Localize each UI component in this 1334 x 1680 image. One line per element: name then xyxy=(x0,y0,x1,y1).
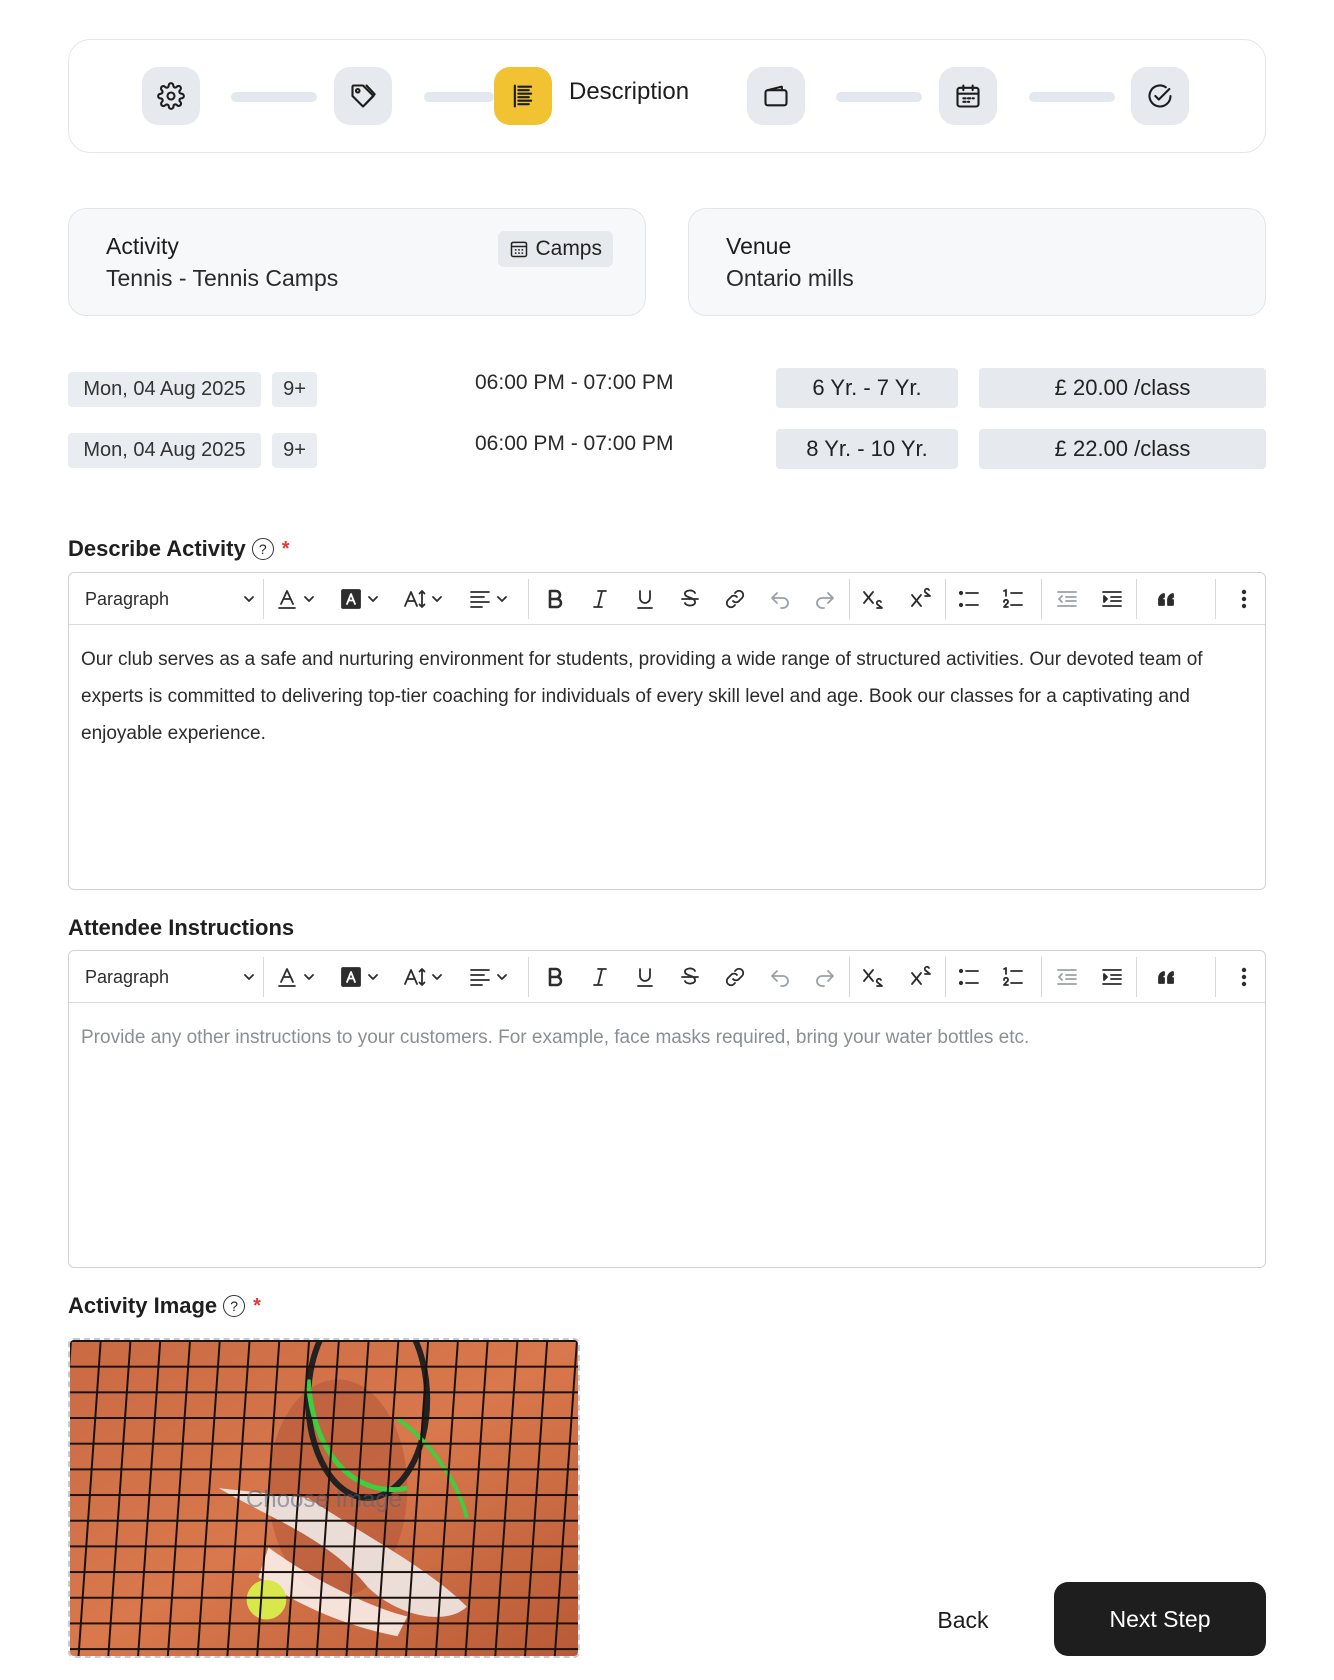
attendee-instructions-title: Attendee Instructions xyxy=(68,915,295,940)
undo-icon xyxy=(768,965,792,989)
undo-icon xyxy=(768,587,792,611)
attendee-instructions-editor xyxy=(68,950,1266,1268)
underline-icon xyxy=(633,587,657,611)
venue-label: Venue xyxy=(726,233,792,259)
background-color-button[interactable] xyxy=(339,583,379,615)
description-icon xyxy=(509,82,537,110)
link-button[interactable] xyxy=(723,961,747,993)
describe-activity-text[interactable]: Our club serves as a safe and nurturing environment for students, providing a wide range of structured activities. Our devoted team of experts is committed to delivering top-tier coaching for individuals of every skill level and age. Book our classes for a captivating and enjoyable experience. xyxy=(81,649,1203,744)
bold-icon xyxy=(543,965,567,989)
choose-image-label[interactable]: Choose Image xyxy=(245,1486,403,1513)
paragraph-format-label: Paragraph xyxy=(85,966,170,987)
italic-button[interactable] xyxy=(588,583,612,615)
describe-activity-editor xyxy=(68,572,1266,890)
more-vertical-icon xyxy=(1232,965,1256,989)
redo-icon xyxy=(813,965,837,989)
outdent-button[interactable] xyxy=(1055,583,1079,615)
active-step-label: Description xyxy=(569,78,690,105)
chevron-down-icon xyxy=(303,593,315,605)
quote-icon xyxy=(1155,965,1179,989)
outdent-icon xyxy=(1055,965,1079,989)
chevron-down-icon xyxy=(303,971,315,983)
chevron-down-icon xyxy=(243,593,255,605)
font-size-button[interactable] xyxy=(403,583,443,615)
superscript-button[interactable] xyxy=(909,961,933,993)
session-age: 6 Yr. - 7 Yr. xyxy=(776,368,958,408)
chevron-down-icon xyxy=(367,593,379,605)
required-marker: * xyxy=(253,1294,261,1317)
align-left-icon xyxy=(468,587,492,611)
check-circle-icon xyxy=(1146,82,1174,110)
session-count: 9+ xyxy=(272,372,317,407)
subscript-button[interactable] xyxy=(861,583,885,615)
back-button[interactable]: Back xyxy=(920,1600,1006,1640)
step-connector xyxy=(231,92,317,102)
link-button[interactable] xyxy=(723,583,747,615)
underline-icon xyxy=(633,965,657,989)
subscript-button[interactable] xyxy=(861,961,885,993)
redo-button[interactable] xyxy=(813,583,837,615)
font-color-button[interactable] xyxy=(275,961,315,993)
activity-label: Activity xyxy=(106,233,179,259)
font-color-icon xyxy=(275,965,299,989)
tag-icon xyxy=(349,82,377,110)
gear-icon xyxy=(157,82,185,110)
session-price: £ 22.00 /class xyxy=(979,429,1266,469)
venue-card xyxy=(688,208,1266,316)
activity-card xyxy=(68,208,646,316)
indent-button[interactable] xyxy=(1100,583,1124,615)
strikethrough-button[interactable] xyxy=(678,583,702,615)
numbered-list-icon xyxy=(1001,587,1025,611)
quote-icon xyxy=(1155,587,1179,611)
session-age: 8 Yr. - 10 Yr. xyxy=(776,429,958,469)
calendar-icon xyxy=(954,82,982,110)
step-payment[interactable] xyxy=(747,67,805,125)
chevron-down-icon xyxy=(367,971,379,983)
numbered-list-icon xyxy=(1001,965,1025,989)
editor-toolbar xyxy=(69,573,1265,625)
font-color-icon xyxy=(275,587,299,611)
redo-icon xyxy=(813,587,837,611)
next-step-button[interactable]: Next Step xyxy=(1054,1582,1266,1656)
step-description[interactable] xyxy=(494,67,552,125)
chevron-down-icon xyxy=(496,593,508,605)
bold-icon xyxy=(543,587,567,611)
align-left-icon xyxy=(468,965,492,989)
bullet-list-button[interactable] xyxy=(957,961,981,993)
paragraph-format-select[interactable] xyxy=(85,961,255,993)
attendee-instructions-placeholder[interactable]: Provide any other instructions to your customers. For example, face masks required, bring your water bottles etc. xyxy=(81,1027,1030,1048)
highlight-color-icon xyxy=(339,587,363,611)
chevron-down-icon xyxy=(496,971,508,983)
session-time: 06:00 PM - 07:00 PM xyxy=(475,371,674,394)
background-color-button[interactable] xyxy=(339,961,379,993)
numbered-list-button[interactable] xyxy=(1001,583,1025,615)
font-size-button[interactable] xyxy=(403,961,443,993)
more-options-button[interactable] xyxy=(1232,583,1256,615)
bold-button[interactable] xyxy=(543,583,567,615)
font-size-icon xyxy=(403,965,427,989)
step-pricing[interactable] xyxy=(334,67,392,125)
subscript-icon xyxy=(861,965,885,989)
indent-icon xyxy=(1100,587,1124,611)
progress-stepper xyxy=(68,39,1266,153)
numbered-list-button[interactable] xyxy=(1001,961,1025,993)
bold-button[interactable] xyxy=(543,961,567,993)
italic-button[interactable] xyxy=(588,961,612,993)
activity-image-heading xyxy=(68,1293,261,1319)
outdent-icon xyxy=(1055,587,1079,611)
undo-button[interactable] xyxy=(768,961,792,993)
strikethrough-button[interactable] xyxy=(678,961,702,993)
paragraph-format-label: Paragraph xyxy=(85,588,170,609)
help-icon[interactable]: ? xyxy=(223,1295,245,1317)
session-time: 06:00 PM - 07:00 PM xyxy=(475,432,674,455)
session-date: Mon, 04 Aug 2025 xyxy=(68,372,261,407)
step-connector xyxy=(1029,92,1115,102)
font-size-icon xyxy=(403,587,427,611)
more-options-button[interactable] xyxy=(1232,961,1256,993)
describe-activity-heading xyxy=(68,536,290,562)
venue-value: Ontario mills xyxy=(726,265,854,291)
session-price: £ 20.00 /class xyxy=(979,368,1266,408)
bullet-list-icon xyxy=(957,965,981,989)
session-date: Mon, 04 Aug 2025 xyxy=(68,433,261,468)
editor-toolbar xyxy=(69,951,1265,1003)
chevron-down-icon xyxy=(431,971,443,983)
step-schedule[interactable] xyxy=(939,67,997,125)
category-chip-label: Camps xyxy=(535,237,602,260)
paragraph-format-select[interactable] xyxy=(85,583,255,615)
step-connector xyxy=(424,92,494,102)
session-row xyxy=(68,368,1266,408)
bullet-list-button[interactable] xyxy=(957,583,981,615)
alignment-button[interactable] xyxy=(468,583,508,615)
required-marker: * xyxy=(281,537,290,560)
indent-button[interactable] xyxy=(1100,961,1124,993)
help-icon[interactable]: ? xyxy=(252,538,274,560)
superscript-icon xyxy=(909,587,933,611)
category-chip xyxy=(498,231,613,267)
activity-value: Tennis - Tennis Camps xyxy=(106,265,339,291)
chevron-down-icon xyxy=(243,971,255,983)
more-vertical-icon xyxy=(1232,587,1256,611)
strikethrough-icon xyxy=(678,965,702,989)
chevron-down-icon xyxy=(431,593,443,605)
italic-icon xyxy=(588,587,612,611)
describe-activity-title: Describe Activity xyxy=(68,536,246,561)
session-row xyxy=(68,429,1266,469)
activity-image-title: Activity Image xyxy=(68,1293,218,1318)
strikethrough-icon xyxy=(678,587,702,611)
underline-button[interactable] xyxy=(633,961,657,993)
italic-icon xyxy=(588,965,612,989)
attendee-instructions-heading xyxy=(68,915,294,941)
wallet-icon xyxy=(762,82,790,110)
blockquote-button[interactable] xyxy=(1155,961,1179,993)
underline-button[interactable] xyxy=(633,583,657,615)
outdent-button[interactable] xyxy=(1055,961,1079,993)
activity-image-upload[interactable] xyxy=(68,1338,580,1658)
redo-button[interactable] xyxy=(813,961,837,993)
subscript-icon xyxy=(861,587,885,611)
indent-icon xyxy=(1100,965,1124,989)
step-connector xyxy=(836,92,922,102)
blockquote-button[interactable] xyxy=(1155,583,1179,615)
superscript-icon xyxy=(909,965,933,989)
font-color-button[interactable] xyxy=(275,583,315,615)
calendar-grid-icon xyxy=(509,239,529,259)
session-count: 9+ xyxy=(272,433,317,468)
alignment-button[interactable] xyxy=(468,961,508,993)
undo-button[interactable] xyxy=(768,583,792,615)
link-icon xyxy=(723,965,747,989)
step-settings[interactable] xyxy=(142,67,200,125)
link-icon xyxy=(723,587,747,611)
highlight-color-icon xyxy=(339,965,363,989)
bullet-list-icon xyxy=(957,587,981,611)
step-review[interactable] xyxy=(1131,67,1189,125)
superscript-button[interactable] xyxy=(909,583,933,615)
